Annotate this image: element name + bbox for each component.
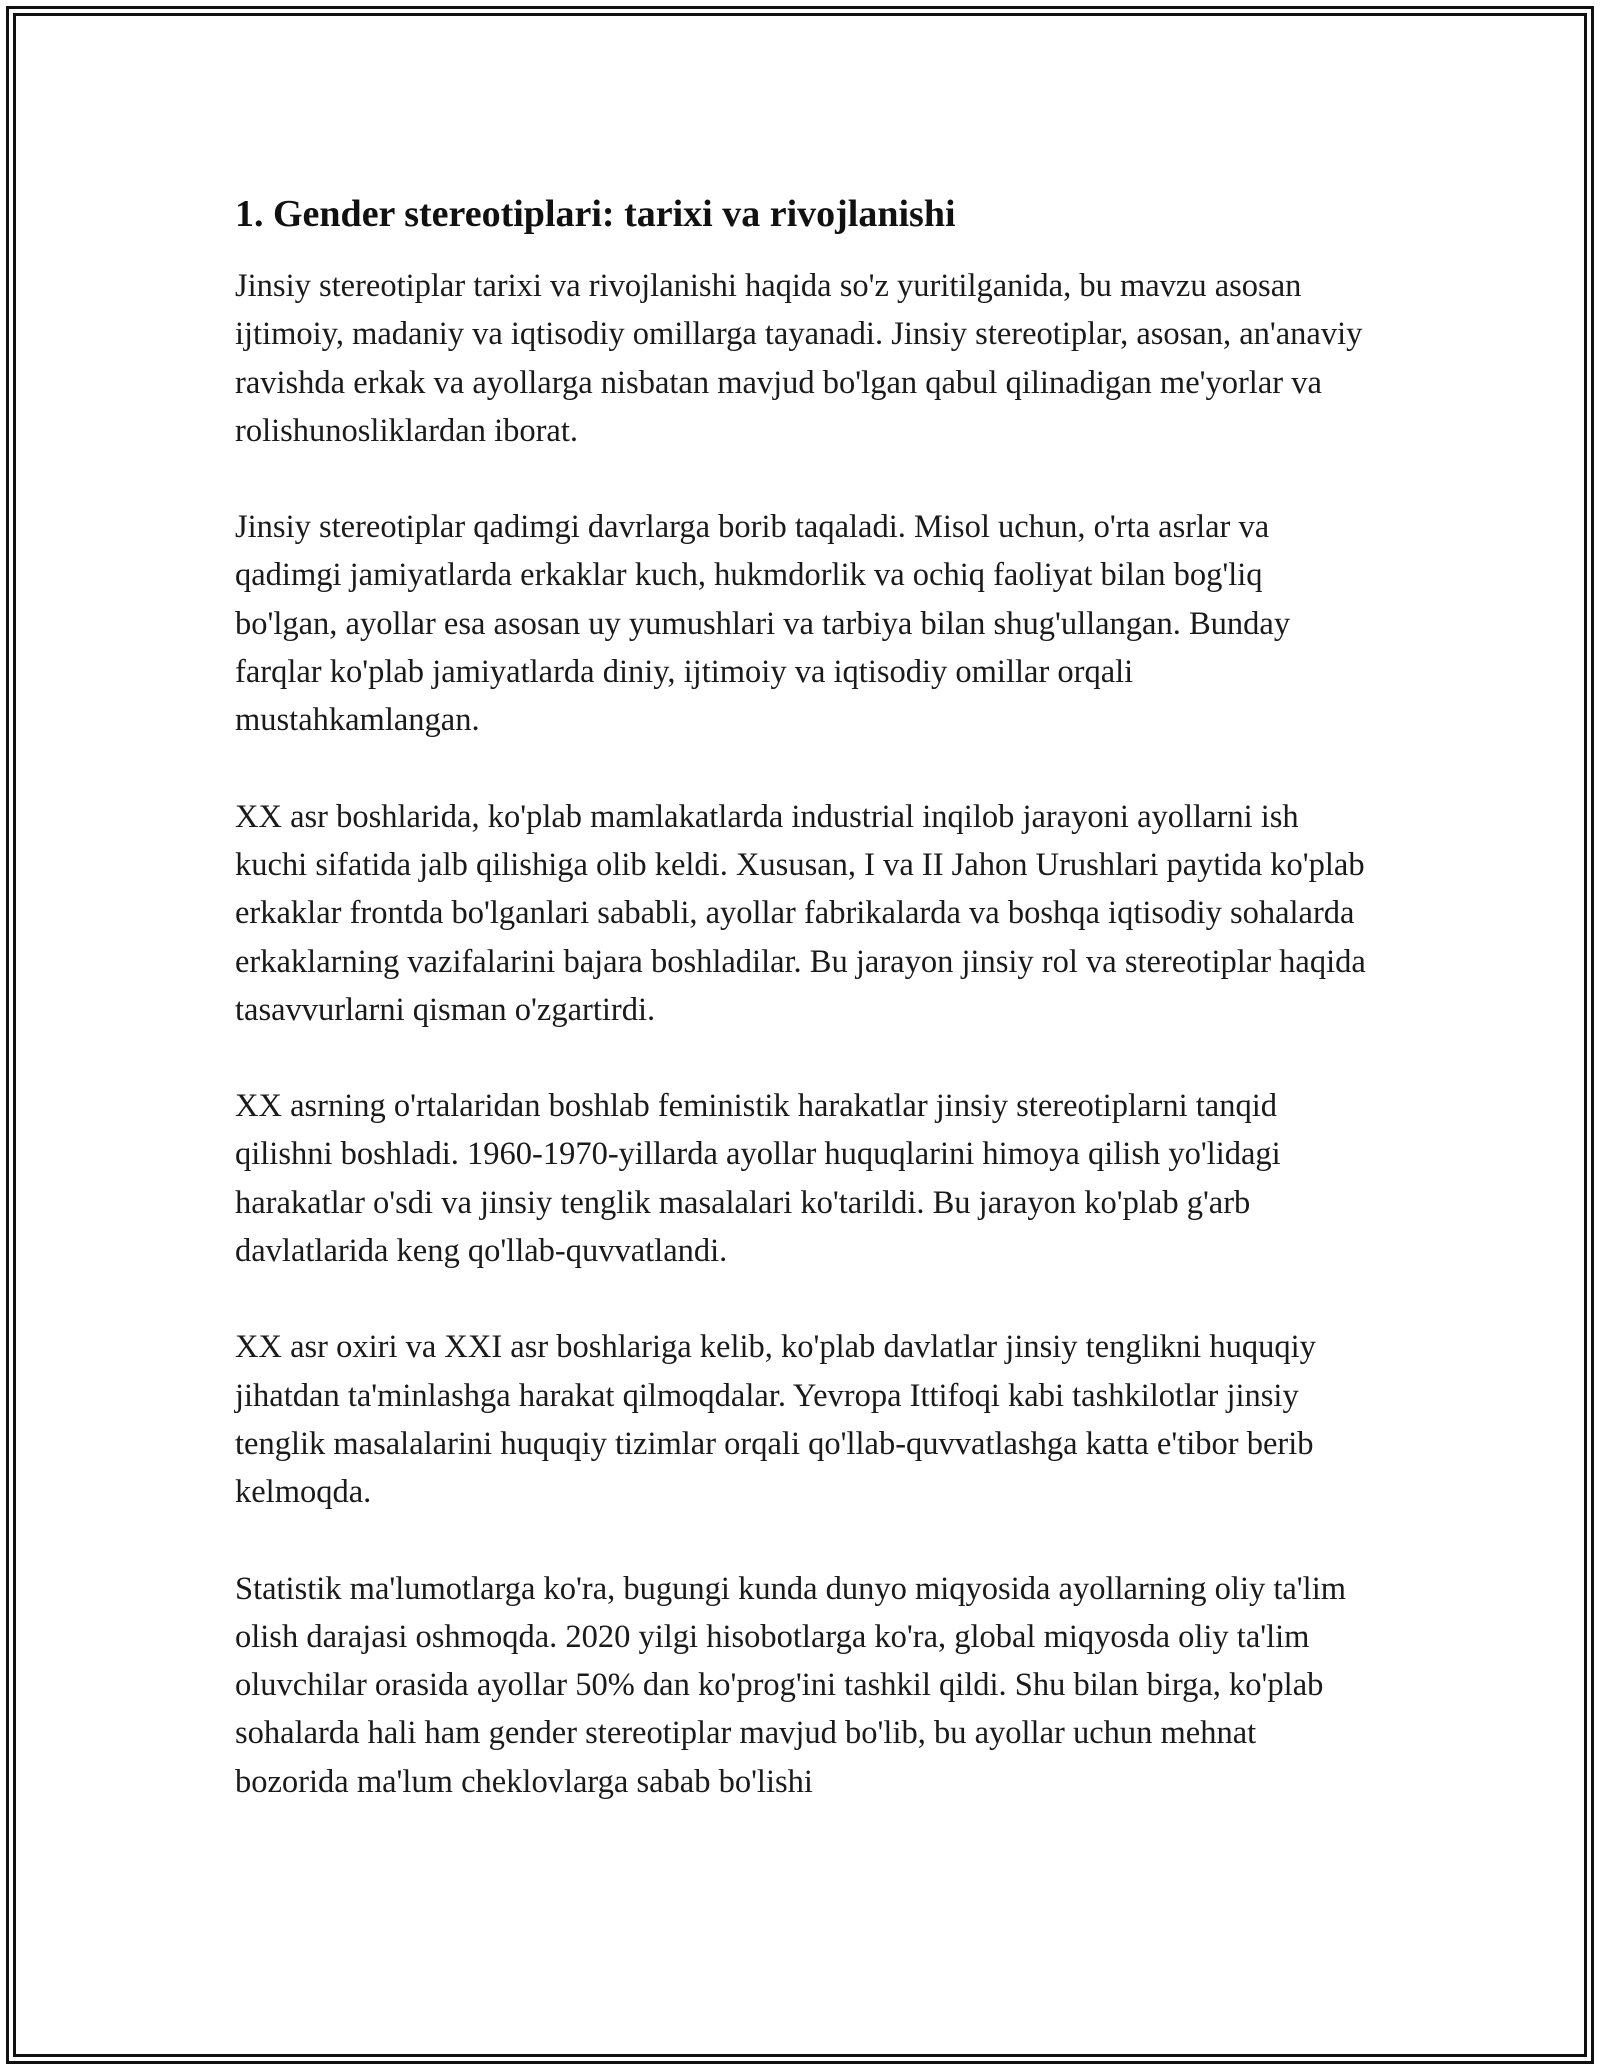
paragraph-1: Jinsiy stereotiplar tarixi va rivojlanishi haqida so'z yuritilganida, bu mavzu asosan ijtimoiy, madaniy va iqtisodiy omillarga tayanadi. Jinsiy stereotiplar, asosan, an'anaviy ravishda erkak va ayollarga nisbatan mavjud bo'lgan qabul qilinadigan me'yorlar va rolishunosliklardan iborat. [235, 268, 1363, 449]
paragraph-3: XX asr boshlarida, ko'plab mamlakatlarda industrial inqilob jarayoni ayollarni ish kuchi sifatida jalb qilishiga olib keldi. Xususan, I va II Jahon Urushlari paytida ko'plab erkaklar frontda bo'lganlari sababli, ayollar fabrikalarda va boshqa iqtisodiy sohalarda erkaklarning vazifalarini bajara boshladilar. Bu jarayon jinsiy rol va stereotiplar haqida tasavvurlarni qisman o'zgartirdi. [235, 798, 1366, 1028]
paragraph-6: Statistik ma'lumotlarga ko'ra, bugungi kunda dunyo miqyosida ayollarning oliy ta'lim olish darajasi oshmoqda. 2020 yilgi hisobotlarga ko'ra, global miqyosda oliy ta'lim oluvchilar orasida ayollar 50% dan ko'prog'ini tashkil qildi. Shu bilan birga, ko'plab sohalarda hali ham gender stereotiplar mavjud bo'lib, bu ayollar uchun mehnat bozorida ma'lum cheklovlarga sabab bo'lishi [235, 1570, 1346, 1800]
paragraph-2: Jinsiy stereotiplar qadimgi davrlarga borib taqaladi. Misol uchun, o'rta asrlar va qadimgi jamiyatlarda erkaklar kuch, hukmdorlik va ochiq faoliyat bilan bog'liq bo'lgan, ayollar esa asosan uy yumushlari va tarbiya bilan shug'ullangan. Bunday farqlar ko'plab jamiyatlarda diniy, ijtimoiy va iqtisodiy omillar orqali mustahkamlangan. [235, 509, 1291, 739]
paragraph-4: XX asrning o'rtalaridan boshlab feministik harakatlar jinsiy stereotiplarni tanqid qilishni boshladi. 1960-1970-yillarda ayollar huquqlarini himoya qilish yo'lidagi harakatlar o'sdi va jinsiy tenglik masalalari ko'tarildi. Bu jarayon ko'plab g'arb davlatlarida keng qo'llab-quvvatlandi. [235, 1088, 1281, 1270]
paragraph-5: XX asr oxiri va XXI asr boshlariga kelib, ko'plab davlatlar jinsiy tenglikni huquqiy jihatdan ta'minlashga harakat qilmoqdalar. Yevropa Ittifoqi kabi tashkilotlar jinsiy tenglik masalalarini huquqiy tizimlar orqali qo'llab-quvvatlashga katta e'tibor berib kelmoqda. [235, 1329, 1316, 1511]
section-heading: 1. Gender stereotiplari: tarixi va rivojlanishi [235, 193, 956, 235]
document-body [235, 190, 1370, 1854]
